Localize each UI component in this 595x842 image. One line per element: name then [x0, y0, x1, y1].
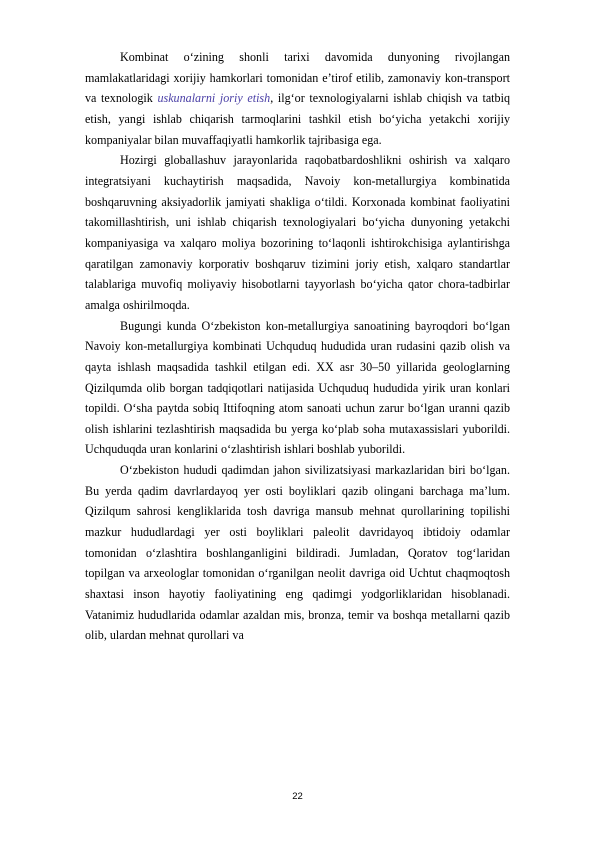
paragraph-1-text-start: Kombinat o‘zining shonli tarixi davomida dunyoning rivojlangan mamlakatlaridagi xorijiy hamkorlari tomonidan e’tirof etilib, zamonaviy kon-transport va texnologik — [85, 50, 510, 106]
paragraph-1-text-end: , ilg‘or texnologiyalarni ishlab chiqish va tatbiq etish, yangi ishlab chiqarish tarmoqlarini tashkil etish bo‘yicha yetakchi xorijiy kompaniyalar bilan muvaffaqiyatli hamkorlik tajribasiga ega. — [85, 91, 510, 147]
page-number: 22 — [292, 791, 303, 802]
page-body — [85, 47, 510, 646]
paragraph-1 — [85, 47, 510, 150]
paragraph-4: O‘zbekiston hududi qadimdan jahon sivilizatsiyasi markazlaridan biri bo‘lgan. Bu yerda qadim davrlardayoq yer osti boyliklari qazib olingani barchaga ma’lum. Qizilqum sahrosi kengliklarida tosh davriga mansub mehnat qurollarining topilishi mazkur hududlardagi yer osti boyliklari paleolit davridayoq ibtidoiy odamlar tomonidan o‘zlashtira boshlanganligini bildiradi. Jumladan, Qoratov tog‘laridan topilgan va arxeologlar tomonidan o‘rganilgan neolit davriga oid Uchtut chaqmoqtosh shaxtasi inson hayotiy faoliyatining eng qadimgi yodgorliklaridan hisoblanadi. Vatanimiz hududlarida odamlar azaldan mis, bronza, temir va boshqa metallarni qazib olib, ulardan mehnat qurollari va — [85, 463, 510, 643]
paragraph-3: Bugungi kunda O‘zbekiston kon-metallurgiya sanoatining bayroqdori bo‘lgan Navoiy kon-metallurgiya kombinati Uchquduq hududida uran rudasini qazib olish va qayta ishlash maqsadida tashkil etilgan edi. XX asr 30–50 yillarida geologlarning Qizilqumda olib borgan tadqiqotlari natijasida Uchquduq hududida yirik uran konlari topildi. O‘sha paytda sobiq Ittifoqning atom sanoati uchun zarur bo‘lgan uranni qazib olish ishlarini tezlashtirish maqsadida bu yerga ko‘plab soha mutaxassislari yuborildi. Uchquduqda uran konlarini o‘zlashtirish ishlari boshlab yuborildi. — [85, 318, 510, 457]
paragraph-1-italic-phrase: uskunalarni joriy etish — [157, 91, 271, 106]
paragraph-2: Hozirgi globallashuv jarayonlarida raqobatbardoshlikni oshirish va xalqaro integratsiyani kuchaytirish maqsadida, Navoiy kon-metallurgiya kombinatida boshqaruvning aksiyadorlik jamiyati shakliga o‘tildi. Korxonada kombinat faoliyatini takomillashtirish, uni ishlab chiqarish texnologiyalari bo‘yicha dunyoning yetakchi kompaniyasiga va xalqaro moliya bozorining to‘laqonli ishtirokchisiga aylantirishga qaratilgan zamonaviy korporativ boshqaruv tizimini joriy etish, xalqaro standartlar talablariga muvofiq moliyaviy hisobotlarni tayyorlash bo‘yicha qator chora-tadbirlar amalga oshirilmoqda. — [85, 153, 510, 312]
